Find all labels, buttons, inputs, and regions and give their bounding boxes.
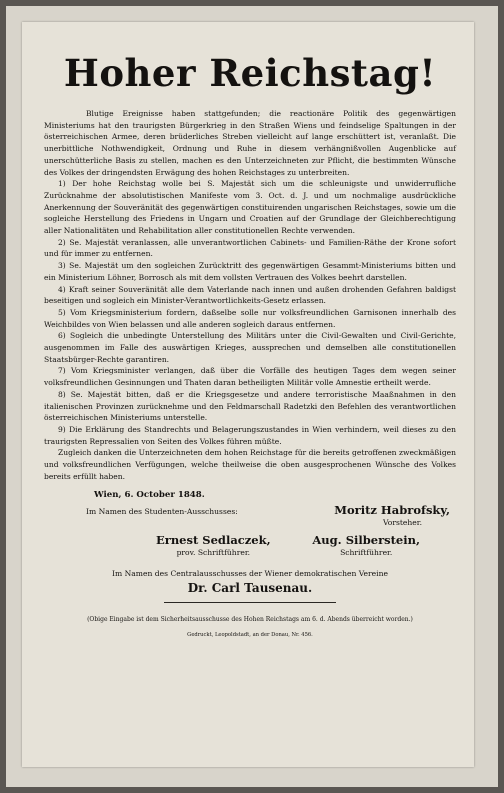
demand-7: 7) Vom Kriegsminister verlangen, daß über die Vorfälle des heutigen Tages dem wegen seiner volksfreundlichen Gesinnungen und Thaten daran betheiligten Militär volle Amnestie ertheilt werde. xyxy=(44,366,456,388)
demand-1: 1) Der hohe Reichstag wolle bei S. Majestät sich um die schleunigste und unwiderrufliche Zurücknahme der absolutistischen Manifeste vom 3. Oct. d. J. und um nochmalige ausdrückliche Anerkennung der Souveränität des gegenwärtigen constituirenden ungarischen Reichstages, sowie um die sogleiche Herstellung des Friedens in Ungarn und Croatien auf der Grundlage der Gleichberechtigung aller Nationalitäten und Rehabilitation aller constitutionellen Rechte verwenden. xyxy=(44,179,456,236)
poster-title: Hoher Reichstag! xyxy=(63,51,437,95)
demand-5: 5) Vom Kriegsministerium fordern, daßselbe solle nur volksfreundlichen Garnisonen innerhalb des Weichbildes von Wien belassen und alle anderen sogleich daraus entfernen. xyxy=(44,307,456,329)
signatory-name: Ernest Sedlaczek, xyxy=(156,532,271,547)
demand-9: 9) Die Erklärung des Standrechts und Belagerungszustandes in Wien verhindern, weil dieses zu den traurigsten Repressalien von Seiten des Volkes führen müßte. xyxy=(44,424,456,446)
chair-name: Moritz Habrofsky, xyxy=(334,502,450,517)
demand-4: 4) Kraft seiner Souveränität alle dem Vaterlande nach innen und außen drohenden Gefahren baldigst beseitigen und sogleich ein Minister-Verantwortlichkeits-Gesetz erlassen. xyxy=(44,284,456,306)
student-committee-row xyxy=(44,504,456,518)
demand-6: 6) Sogleich die unbedingte Unterstellung des Militärs unter die Civil-Gewalten und Civil-Gerichte, ausgenommen im Falle des auswärtigen Krieges, aussprechen und demselben alle constitutionellen Staatsbürger-Rechte garantiren. xyxy=(44,331,456,364)
footnote: (Obige Eingabe ist dem Sicherheitsausschusse des Hohen Reichstags am 6. d. Abends überreicht worden.) xyxy=(87,615,413,623)
student-committee-label: Im Namen des Studenten-Ausschusses: xyxy=(86,506,238,516)
chair-role: Vorsteher. xyxy=(382,517,422,527)
central-committee-label: Im Namen des Centralausschusses der Wiener demokratischen Vereine xyxy=(112,568,388,578)
printer-imprint: Gedruckt, Leopoldstadt, an der Donau, Nr. 456. xyxy=(187,631,313,638)
closing-paragraph: Zugleich danken die Unterzeichneten dem hohen Reichstage für die bereits getroffenen zweckmäßigen und volksfreundlichen Verfügungen, welche theilweise die oben ausgesprochenen Wünsche des Volkes bereits erfüllt haben. xyxy=(44,448,456,481)
demand-8: 8) Se. Majestät bitten, daß er die Kriegsgesetze und andere terroristische Maaßnahmen in den italienischen Provinzen zurücknehme und den Feldmarschall Radetzki den Befehlen des verantwortlichen österreichischen Ministeriums unterstelle. xyxy=(44,389,456,423)
date-line: Wien, 6. October 1848. xyxy=(94,489,205,500)
signatory-name: Aug. Silberstein, xyxy=(312,532,420,547)
intro-paragraph: Blutige Ereignisse haben stattgefunden; die reactionäre Politik des gegenwärtigen Ministeriums hat den traurigsten Bürgerkrieg in den Straßen Wiens und feindselige Spaltungen in der österreichischen Armee, deren brüderliches Streben vielleicht auf lange erschüttert ist, veranlaßt. Die unerbittliche Nothwendigkeit, Ordnung und Ruhe in diesem verhängnißvollen Augenblicke auf unerschütterliche Basis zu stellen, machen es den Unterzeichneten zur Pflicht, die bestimmten Wünsche des Volkes der dringendsten Erwägung des hohen Reichstages zu unterbreiten. xyxy=(44,109,456,177)
signatory xyxy=(156,533,271,558)
demand-3: 3) Se. Majestät um den sogleichen Zurücktritt des gegenwärtigen Gesammt-Ministeriums bitten und ein Ministerium Löhner, Borrosch als mit dem vollsten Vertrauen des Volkes beehrt darstellen. xyxy=(44,261,456,282)
signatories xyxy=(44,533,456,558)
demand-2: 2) Se. Majestät veranlassen, alle unverantwortlichen Cabinets- und Familien-Räthe der Krone sofort und für immer zu entfernen. xyxy=(44,237,456,259)
signatory xyxy=(312,533,420,558)
poster-sheet xyxy=(22,22,474,767)
signatory-role: prov. Schriftführer. xyxy=(176,547,251,557)
divider-rule xyxy=(164,602,336,603)
chair-role-row xyxy=(44,518,456,527)
signatory-role: Schriftführer. xyxy=(340,547,393,557)
central-chair-name: Dr. Carl Tausenau. xyxy=(187,580,313,595)
